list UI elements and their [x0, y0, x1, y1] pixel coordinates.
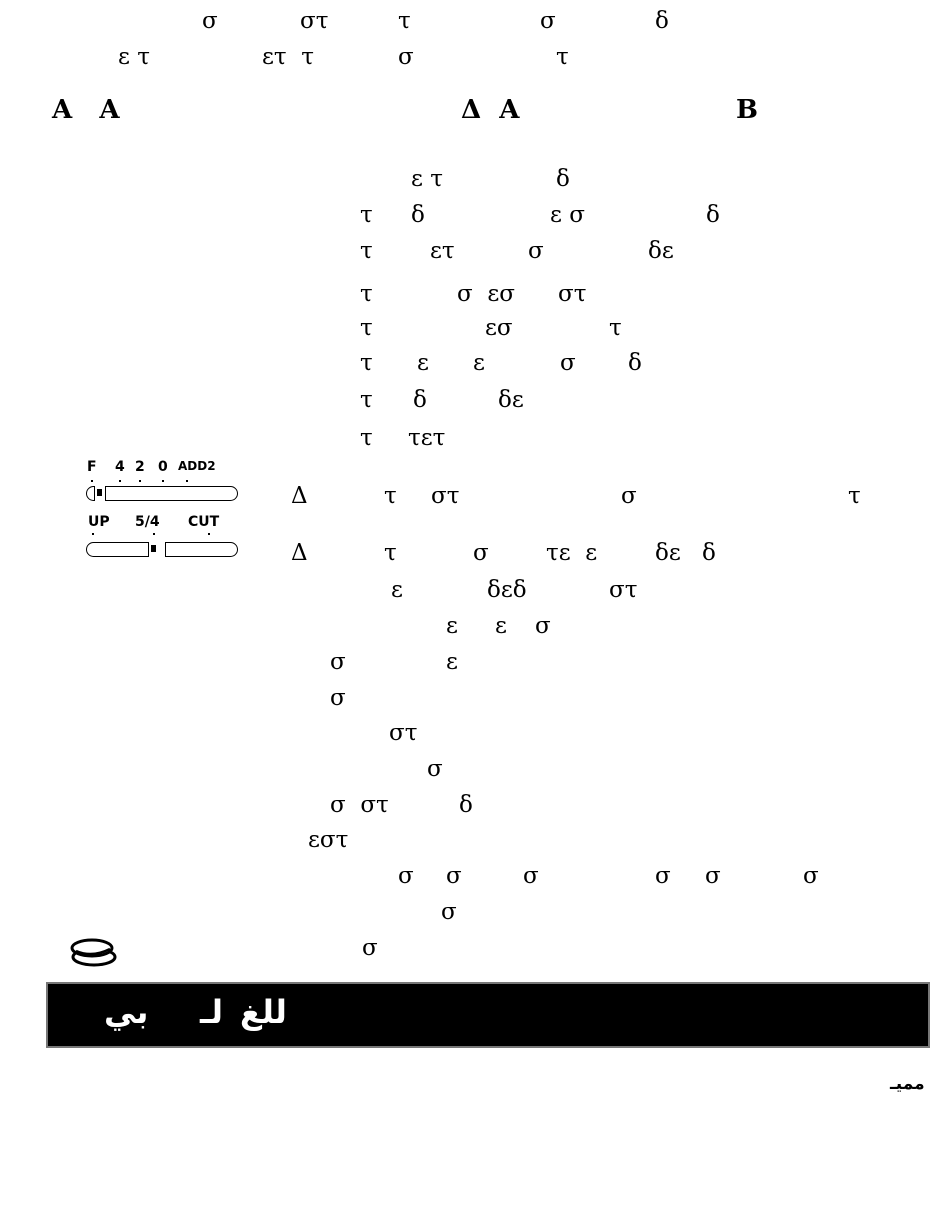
body-word: ε: [446, 649, 458, 675]
body-word: δ: [702, 540, 716, 566]
body-word: δ: [459, 792, 473, 818]
body-word: εσ: [485, 315, 513, 341]
body-word: τ: [360, 315, 373, 341]
body-word: στ: [389, 720, 418, 746]
body-word: τ: [384, 540, 397, 566]
body-word: τ: [360, 281, 373, 307]
body-word: ετ: [430, 238, 455, 264]
selector-label: UP: [88, 514, 110, 530]
header-word: στ: [300, 8, 329, 34]
body-word: δεδ: [487, 577, 527, 603]
body-word: τ: [609, 315, 622, 341]
body-word: ε: [417, 350, 429, 376]
body-word: δ: [556, 166, 570, 192]
body-word: σ: [362, 935, 378, 961]
selector-label: 5/4: [135, 514, 160, 530]
selector-knob: [94, 486, 106, 501]
mode-selector-switch: [86, 458, 238, 508]
body-word: τ: [360, 387, 373, 413]
body-word: δ: [411, 202, 425, 228]
body-word: στ: [431, 483, 460, 509]
cut-selector-switch: [86, 513, 238, 563]
body-word: σ: [446, 863, 462, 889]
body-word: δ: [413, 387, 427, 413]
header-word: ετ τ: [262, 44, 314, 70]
body-word: σ: [330, 685, 346, 711]
body-word: σ στ: [330, 792, 389, 818]
body-word: δ: [628, 350, 642, 376]
body-word: σ: [655, 863, 671, 889]
body-word: τ: [360, 350, 373, 376]
header-word: δ: [655, 8, 669, 34]
body-word: σ: [535, 613, 551, 639]
header-word: τ: [398, 8, 411, 34]
body-word: στ: [609, 577, 638, 603]
body-word: δ: [706, 202, 720, 228]
body-word: σ: [330, 649, 346, 675]
body-word: ε: [495, 613, 507, 639]
body-word: Δ: [291, 540, 308, 566]
body-word: δε: [655, 540, 681, 566]
body-word: δε: [648, 238, 674, 264]
header-word: σ: [202, 8, 218, 34]
body-word: δε: [498, 387, 524, 413]
body-word: σ: [473, 540, 489, 566]
body-word: τ: [848, 483, 861, 509]
selector-label: ADD2: [178, 459, 216, 473]
body-word: Δ: [291, 483, 308, 509]
body-word: σ: [398, 863, 414, 889]
selector-label: 2: [135, 459, 145, 475]
body-word: εστ: [308, 827, 349, 853]
header-word: σ: [540, 8, 556, 34]
body-word: ε τ: [411, 166, 443, 192]
body-word: στ: [558, 281, 587, 307]
banner-text: بي: [104, 993, 149, 1031]
body-word: σ: [803, 863, 819, 889]
body-word: σ: [560, 350, 576, 376]
selector-label: 0: [158, 459, 168, 475]
body-word: τετ: [408, 425, 446, 451]
body-word: ε: [446, 613, 458, 639]
selector-label: F: [87, 459, 97, 475]
section-banner: [46, 982, 930, 1048]
section-heading: B: [736, 95, 758, 125]
body-word: τ: [360, 202, 373, 228]
body-word: ε: [391, 577, 403, 603]
selector-track: [86, 486, 238, 501]
section-heading: Δ A: [461, 95, 520, 125]
body-word: σ: [427, 756, 443, 782]
header-word: τ: [556, 44, 569, 70]
selector-label: CUT: [188, 514, 220, 530]
header-word: ε τ: [118, 44, 150, 70]
body-word: σ: [523, 863, 539, 889]
selector-knob: [148, 542, 166, 557]
section-heading: A A: [52, 95, 120, 125]
selector-track: [86, 542, 238, 557]
banner-text: لـ: [200, 993, 223, 1031]
coin-stack-icon: [68, 934, 120, 968]
body-word: τ: [360, 425, 373, 451]
body-word: τε ε: [546, 540, 598, 566]
body-word: σ εσ: [457, 281, 515, 307]
body-word: τ: [360, 238, 373, 264]
body-word: ε: [473, 350, 485, 376]
body-word: ε σ: [550, 202, 585, 228]
body-word: σ: [705, 863, 721, 889]
body-word: σ: [441, 899, 457, 925]
banner-text: للغ: [240, 993, 287, 1031]
footer-text: مميـ: [890, 1074, 925, 1094]
body-word: σ: [528, 238, 544, 264]
body-word: τ: [384, 483, 397, 509]
selector-label: 4: [115, 459, 125, 475]
header-word: σ: [398, 44, 414, 70]
body-word: σ: [621, 483, 637, 509]
